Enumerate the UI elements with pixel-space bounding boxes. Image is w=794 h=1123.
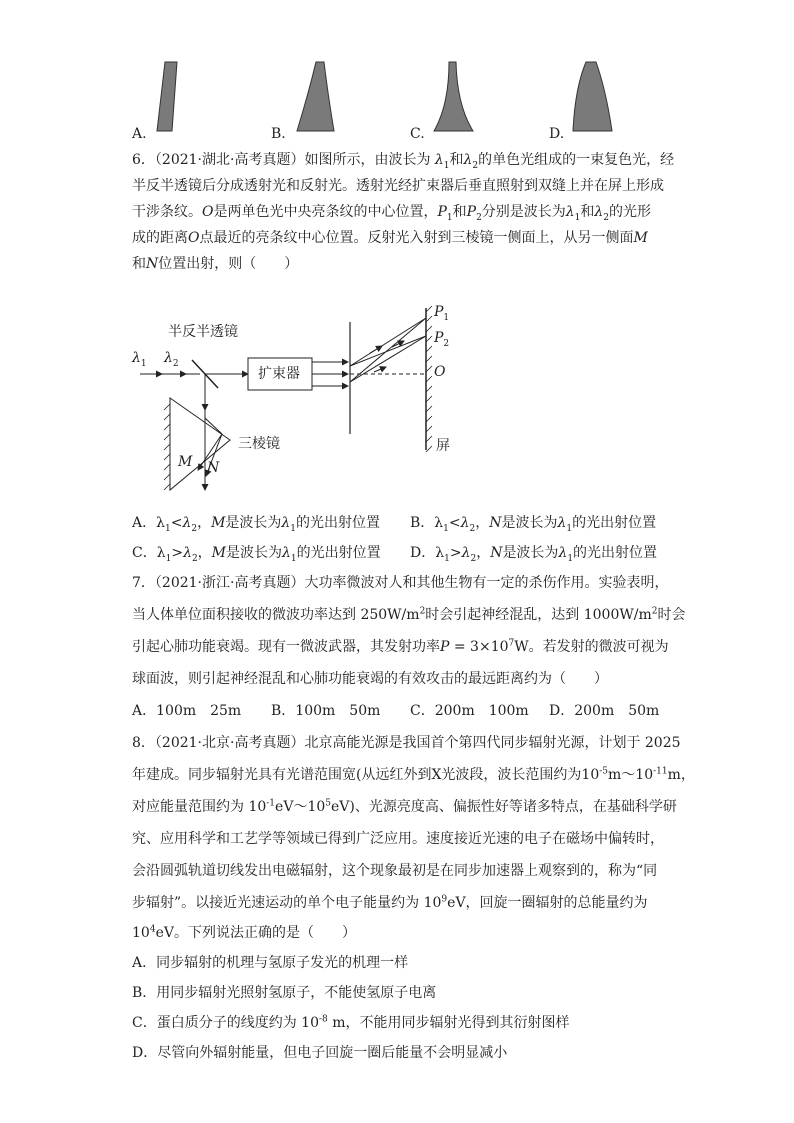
prism-label: 三棱镜	[238, 436, 280, 452]
q8-line-6: 步辐射”。以接近光速运动的单个电子能量约为 $10^9eV$，回旋一圈辐射的总能量约为	[132, 894, 648, 911]
q6-option-c[interactable]: C．$\lambda_1>\lambda_2$，M是波长为$\lambda_1$的光出射位置	[132, 545, 381, 564]
q7-option-a[interactable]: A．100m 25m	[132, 703, 242, 719]
q6-line-1: 6．（2021·湖北·高考真题）如图所示，由波长为 $\lambda_1$和$\lambda_2$的单色光组成的一束复色光，经	[132, 152, 675, 171]
q6-line-2: 半反半透镜后分成透射光和反射光。透射光经扩束器后垂直照射到双缝上并在屏上形成	[132, 178, 664, 194]
p1-label: $P_1$	[434, 304, 450, 323]
q6-line-5: 和N位置出射，则（ ）	[132, 256, 299, 272]
q5-option-a[interactable]: A.	[132, 126, 147, 142]
prism	[170, 398, 230, 490]
q8-option-d[interactable]: D．尽管向外辐射能量，但电子回旋一圈后能量不会明显减小	[132, 1045, 508, 1061]
q8-line-3: 对应能量范围约为 $10^{-1}eV\sim 10^5eV$)、光源亮度高、偏振性好等诸多特点，在基础科学研	[132, 798, 677, 815]
q7-option-b[interactable]: B．100m 50m	[271, 703, 381, 719]
q6-option-a[interactable]: A．$\lambda_1<\lambda_2$，M是波长为$\lambda_1$的光出射位置	[132, 515, 381, 534]
shape-a	[157, 62, 177, 131]
q6-line-4: 成的距离O点最近的亮条纹中心位置。反射光入射到三棱镜一侧面上，从另一侧面M	[132, 230, 648, 246]
q7-line-3: 引起心肺功能衰竭。现有一微波武器，其发射功率$P = 3\times 10^7W$。若发射的微波可视为	[132, 638, 669, 655]
q6-option-d[interactable]: D．$\lambda_1>\lambda_2$，N是波长为$\lambda_1$的光出射位置	[410, 545, 658, 564]
q8-line-1: 8．（2021·北京·高考真题）北京高能光源是我国首个第四代同步辐射光源，计划于 2025	[132, 735, 681, 751]
q7-line-4: 球面波，则引起神经混乱和心肺功能衰竭的有效攻击的最远距离约为（ ）	[132, 671, 608, 687]
p2-label: $P_2$	[434, 330, 450, 349]
q6-figure	[130, 300, 470, 500]
q5-options	[0, 0, 794, 145]
n-label: N	[207, 460, 220, 476]
lambda1-label: $\lambda_1$	[132, 350, 147, 369]
screen-label: 屏	[436, 438, 450, 454]
shape-d	[573, 62, 612, 131]
q6-option-b[interactable]: B．$\lambda_1<\lambda_2$，N是波长为$\lambda_1$的光出射位置	[410, 515, 657, 534]
q8-option-a[interactable]: A．同步辐射的机理与氢原子发光的机理一样	[132, 955, 409, 971]
q8-option-b[interactable]: B．用同步辐射光照射氢原子，不能使氢原子电离	[132, 985, 437, 1001]
mirror-label: 半反半透镜	[168, 324, 238, 340]
q5-shape-figures	[0, 0, 794, 145]
lambda2-label: $\lambda_2$	[164, 350, 179, 369]
q5-option-c[interactable]: C.	[410, 126, 425, 142]
q8-option-c[interactable]: C．蛋白质分子的线度约为 $10^{-8}$ m，不能用同步辐射光得到其衍射图样	[132, 1014, 570, 1031]
q8-line-7: $10^4eV$。下列说法正确的是（ ）	[132, 924, 356, 941]
q5-option-b[interactable]: B.	[271, 126, 286, 142]
q5-option-d[interactable]: D.	[549, 126, 565, 142]
q8-line-5: 会沿圆弧轨道切线发出电磁辐射，这个现象最初是在同步加速器上观察到的，称为“同	[132, 863, 658, 879]
q7-line-2: 当人体单位面积接收的微波功率达到 $250W/m^2$时会引起神经混乱，达到 $1000W/m^2$时会	[132, 606, 686, 623]
q8-line-4: 究、应用科学和工艺学等领域已得到广泛应用。速度接近光速的电子在磁场中偏转时，	[132, 831, 664, 847]
o-label: O	[434, 364, 446, 380]
q8-line-2: 年建成。同步辐射光具有光谱范围宽(从远红外到X光波段，波长范围约为$10^{-5}m\sim 10^{-11}m$，	[132, 766, 695, 783]
shape-b	[297, 62, 334, 131]
expander-label: 扩束器	[258, 366, 300, 382]
shape-c	[434, 62, 473, 131]
q7-option-c[interactable]: C．200m 100m	[410, 703, 529, 719]
q7-line-1: 7．（2021·浙江·高考真题）大功率微波对人和其他生物有一定的杀伤作用。实验表明，	[132, 575, 669, 591]
q7-option-d[interactable]: D．200m 50m	[549, 703, 660, 719]
m-label: M	[178, 454, 193, 470]
q6-line-3: 干涉条纹。O是两单色光中央亮条纹的中心位置，$P_1$和$P_2$分别是波长为$\lambda_1$和$\lambda_2$的光形	[132, 204, 652, 223]
